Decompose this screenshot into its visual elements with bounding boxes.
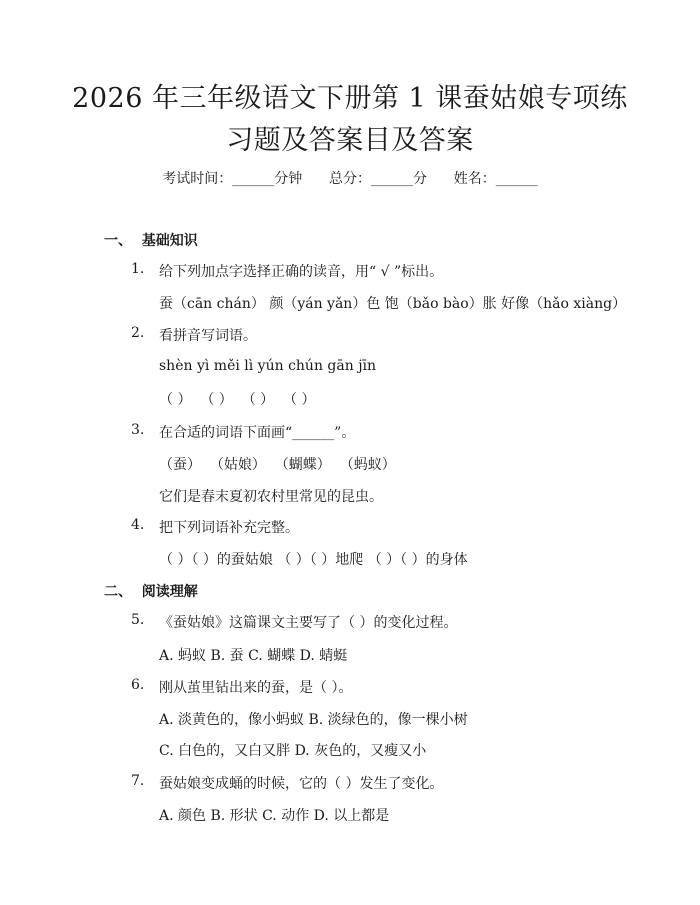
document-title-line-1: 2026 年三年级语文下册第 1 课蚕姑娘专项练: [72, 83, 628, 114]
question-number: 6.: [131, 677, 145, 693]
question-option-line: C. 白色的，又白又胖 D. 灰色的，又瘦又小: [159, 743, 427, 759]
question-text: 《蚕姑娘》这篇课文主要写了（ ）的变化过程。: [159, 615, 458, 631]
document-title-line-2: 习题及答案目及答案: [226, 125, 474, 156]
question-text: 看拼音写词语。: [159, 328, 257, 344]
section-heading-basic-knowledge: 一、 基础知识: [104, 233, 198, 249]
question-text: 把下列词语补充完整。: [159, 520, 299, 536]
question-text: 蚕姑娘变成蛹的时候，它的（ ）发生了变化。: [159, 776, 444, 792]
question-option-line: 蚕（cān chán） 颜（yán yǎn）色 饱（bǎo bào）胀 好像（hǎo xiàng）: [159, 296, 627, 312]
question-option-line: （蚕） （姑娘） （蝴蝶） （蚂蚁）: [159, 457, 396, 473]
question-number: 1.: [131, 261, 145, 277]
question-option-line: （ ） （ ） （ ） （ ）: [159, 392, 316, 408]
exam-info: 考试时间：______分钟 总分：______分 姓名：______: [162, 171, 538, 187]
question-option-line: （ ）（ ）的蚕姑娘 （ ）（ ）地爬 （ ）（ ）的身体: [159, 552, 468, 568]
question-text: 在合适的词语下面画“______”。: [159, 425, 356, 441]
question-text: 给下列加点字选择正确的读音，用“ √ ”标出。: [159, 264, 444, 280]
question-option-line: A. 蚂蚁 B. 蚕 C. 蝴蝶 D. 蜻蜓: [159, 648, 348, 664]
question-number: 7.: [131, 773, 145, 789]
question-number: 4.: [131, 517, 145, 533]
question-text: 刚从茧里钻出来的蚕，是（ ）。: [159, 680, 353, 696]
question-option-line: shèn yì měi lì yún chún gān jīn: [159, 358, 377, 374]
section-heading-reading: 二、 阅读理解: [104, 584, 198, 600]
question-option-line: 它们是春末夏初农村里常见的昆虫。: [159, 489, 383, 505]
question-number: 2.: [131, 325, 145, 341]
question-number: 5.: [131, 612, 145, 628]
question-number: 3.: [131, 422, 145, 438]
question-option-line: A. 颜色 B. 形状 C. 动作 D. 以上都是: [159, 808, 390, 824]
question-option-line: A. 淡黄色的，像小蚂蚁 B. 淡绿色的，像一棵小树: [159, 712, 468, 728]
